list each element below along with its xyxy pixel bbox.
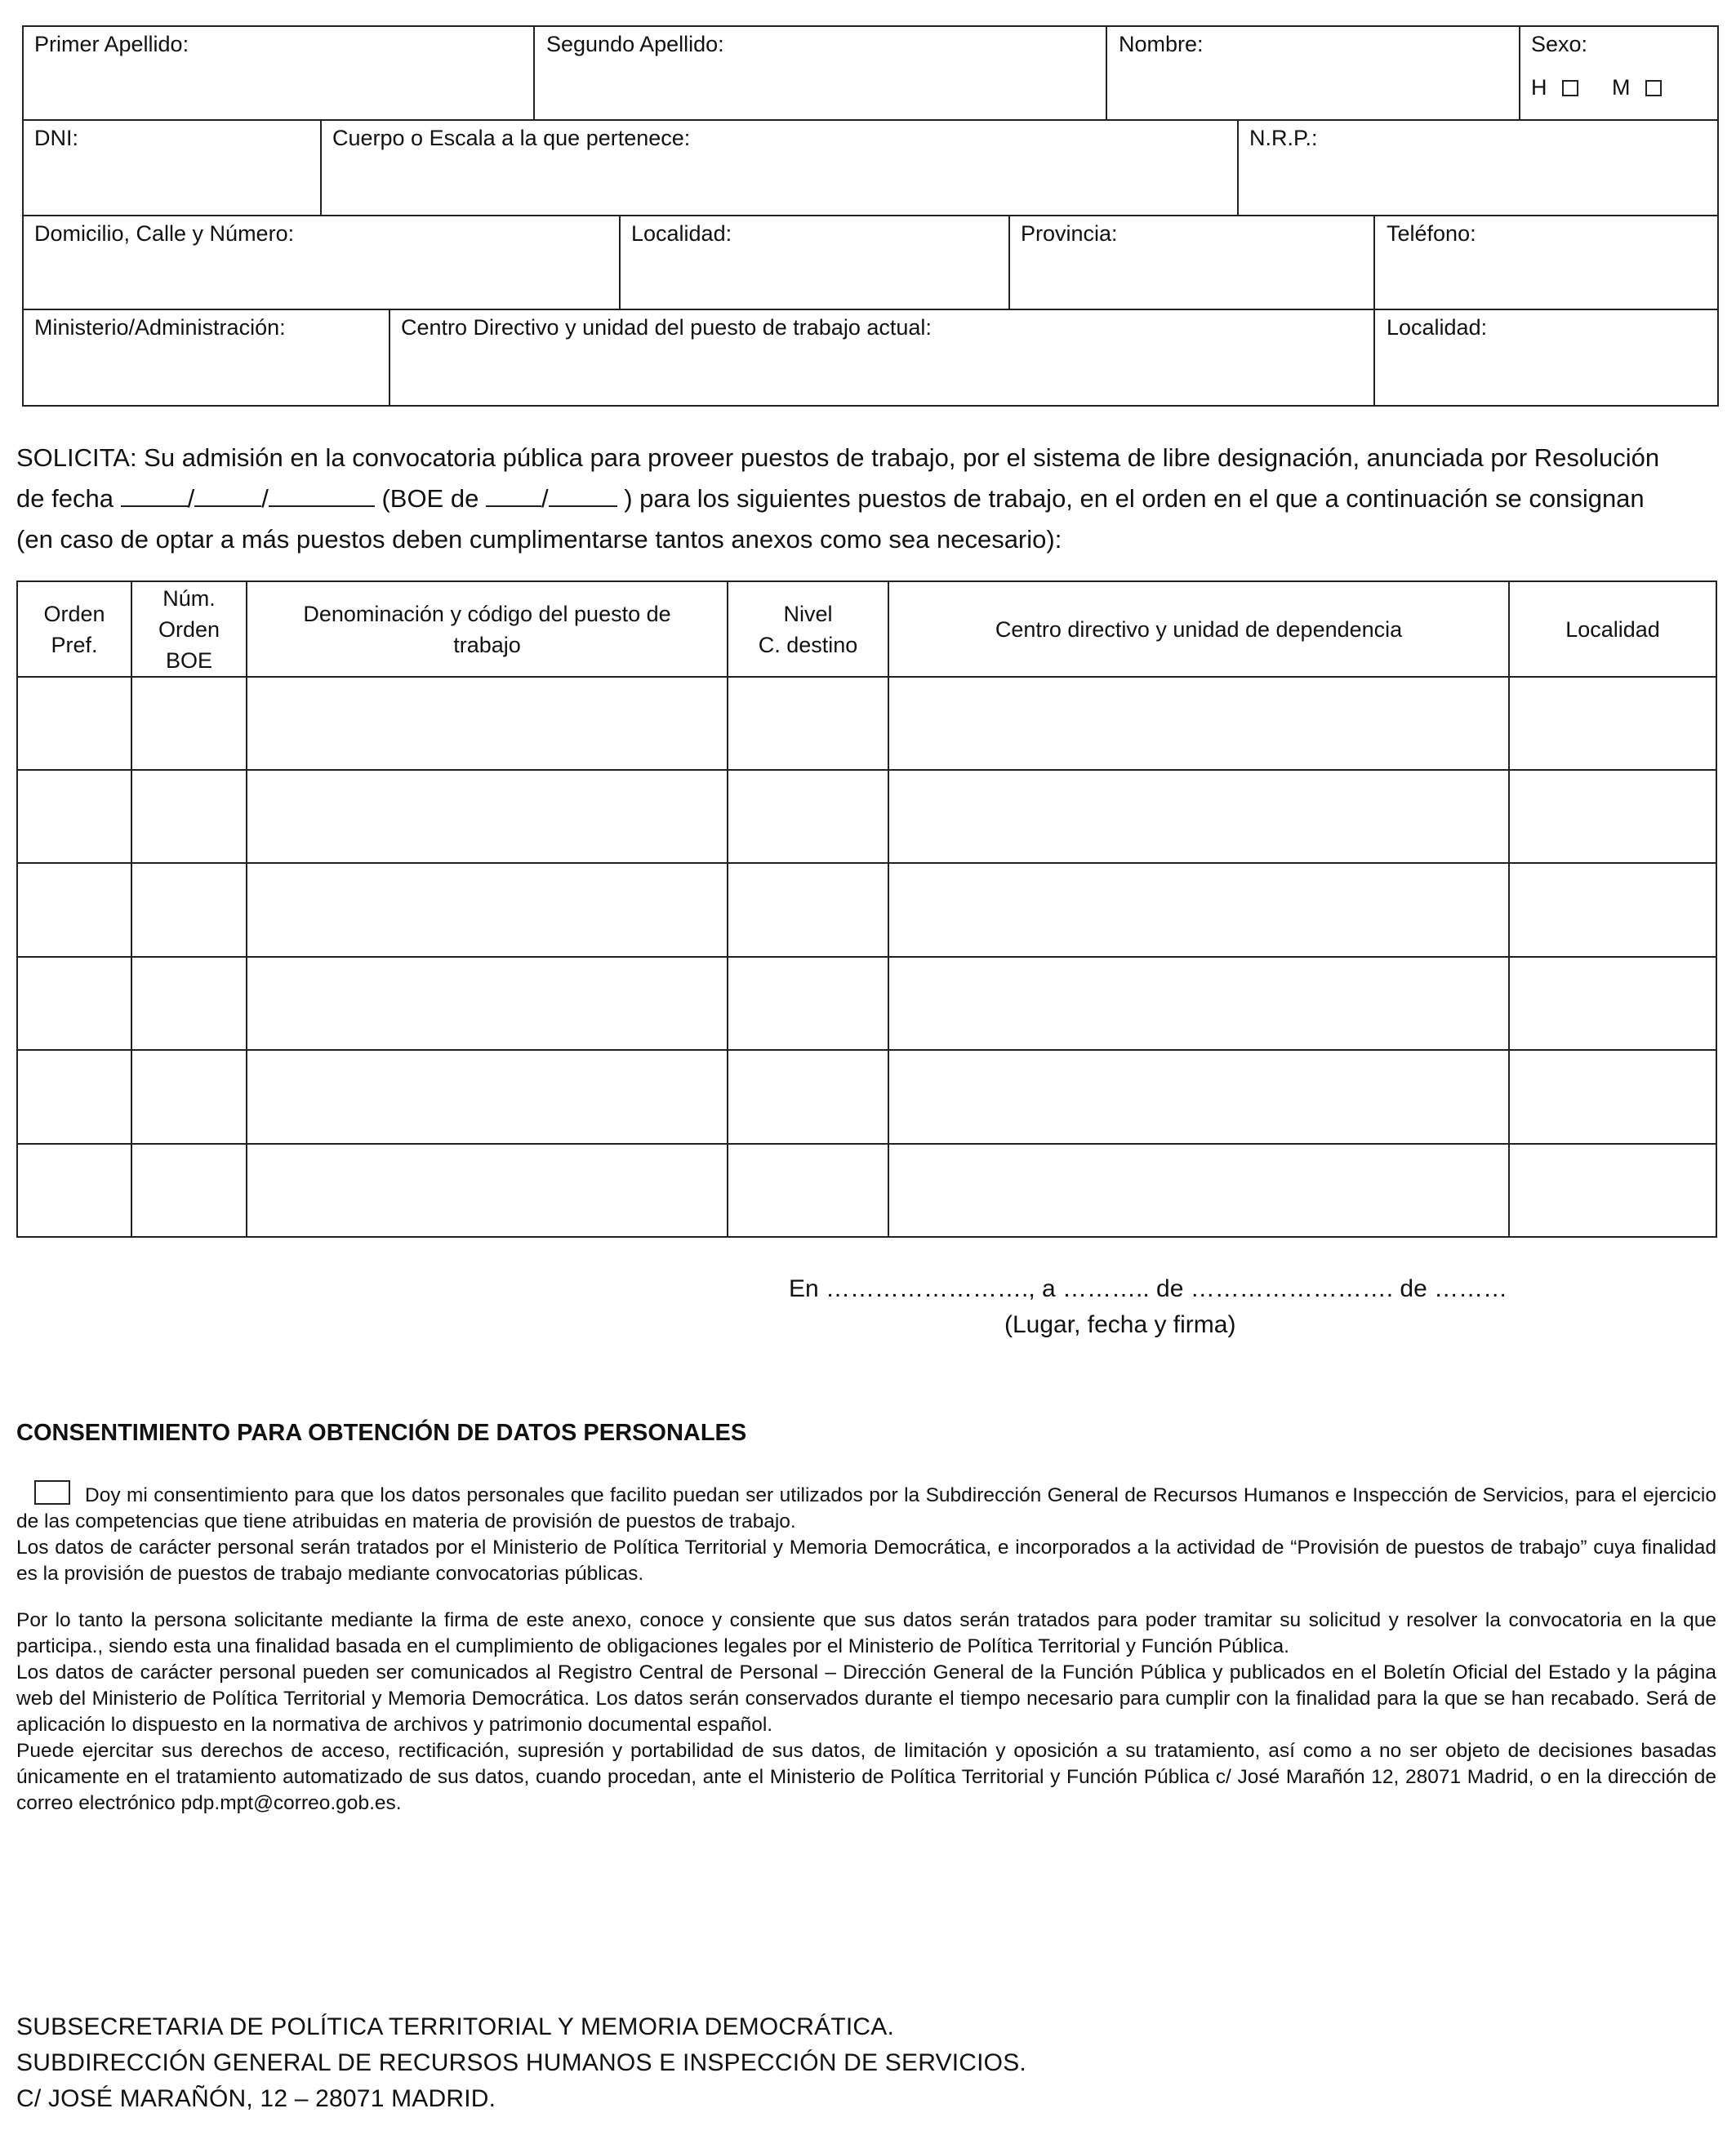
segundo-apellido-field[interactable]: Segundo Apellido: — [546, 32, 724, 56]
header-orden-pref: Orden Pref. — [43, 601, 105, 657]
footer-line-3: C/ JOSÉ MARAÑÓN, 12 – 28071 MADRID. — [16, 2085, 496, 2112]
col-divider — [619, 215, 621, 309]
sexo-m-checkbox[interactable] — [1645, 80, 1662, 96]
sexo-label: Sexo: — [1531, 32, 1588, 56]
solicita-line-1: SOLICITA: Su admisión en la convocatoria pública para proveer puestos de trabajo, por el sistema de libre designación, anunciada por Resolución — [16, 443, 1660, 472]
row-divider — [22, 215, 1719, 216]
solicita-line-2-end: ) para los siguientes puestos de trabajo, en el orden en el que a continuación se consignan — [624, 484, 1645, 513]
header-localidad: Localidad — [1565, 616, 1660, 642]
consent-title: CONSENTIMIENTO PARA OBTENCIÓN DE DATOS PERSONALES — [16, 1420, 747, 1446]
place-date-line[interactable]: En ……………………., a ……….. de ……………………. de ……… — [789, 1275, 1508, 1302]
separator: / — [187, 484, 195, 513]
dni-field[interactable]: DNI: — [34, 126, 78, 150]
fecha-anio-blank[interactable] — [269, 483, 375, 507]
separator: / — [541, 484, 549, 513]
table-row[interactable] — [18, 958, 1716, 1049]
signature-caption: (Lugar, fecha y firma) — [1004, 1311, 1236, 1338]
localidad-field[interactable]: Localidad: — [631, 221, 732, 246]
primer-apellido-field[interactable]: Primer Apellido: — [34, 32, 189, 56]
boe-dia-blank[interactable] — [486, 483, 541, 507]
header-num-orden-boe: Núm. Orden BOE — [158, 585, 220, 673]
footer-line-1: SUBSECRETARIA DE POLÍTICA TERRITORIAL Y MEMORIA DEMOCRÁTICA. — [16, 2013, 895, 2040]
col-divider — [389, 309, 390, 407]
table-row[interactable] — [18, 1051, 1716, 1143]
consent-paragraph: Los datos de carácter personal pueden ser comunicados al Registro Central de Personal – Dirección General de la Función Pública y publicados en el Boletín Oficial del Estado y la página web del Ministerio de Política Territorial y Memoria Democrática. Los datos serán conservados durante el tiempo necesario para cumplir con la finalidad para la que se han recabado. Será de aplicación lo dispuesto en la normativa de archivos y patrimonio documental español. — [16, 1661, 1716, 1736]
col-divider — [1106, 25, 1107, 120]
localidad-actual-field[interactable]: Localidad: — [1387, 315, 1488, 340]
col-divider — [1519, 25, 1520, 120]
table-row[interactable] — [18, 1145, 1716, 1236]
table-row[interactable] — [18, 771, 1716, 862]
col-divider — [320, 119, 322, 216]
header-denominacion: Denominación y código del puesto de trabajo — [303, 601, 671, 657]
sexo-h-label: H — [1531, 75, 1547, 100]
solicita-line-3: (en caso de optar a más puestos deben cumplimentarse tantos anexos como sea necesario): — [16, 525, 1062, 554]
footer-line-2: SUBDIRECCIÓN GENERAL DE RECURSOS HUMANOS E INSPECCIÓN DE SERVICIOS. — [16, 2049, 1026, 2076]
ministerio-field[interactable]: Ministerio/Administración: — [34, 315, 286, 340]
col-divider — [1237, 119, 1239, 216]
separator: / — [261, 484, 269, 513]
sexo-h-checkbox[interactable] — [1562, 80, 1578, 96]
boe-num-blank[interactable] — [549, 483, 617, 507]
domicilio-field[interactable]: Domicilio, Calle y Número: — [34, 221, 295, 246]
nrp-field[interactable]: N.R.P.: — [1249, 126, 1318, 150]
sexo-m-label: M — [1612, 75, 1631, 100]
nombre-field[interactable]: Nombre: — [1119, 32, 1204, 56]
col-divider — [533, 25, 535, 120]
fecha-label: de fecha — [16, 484, 114, 513]
fecha-mes-blank[interactable] — [194, 483, 261, 507]
col-divider — [1008, 215, 1010, 309]
col-divider — [1373, 215, 1375, 309]
row-divider — [22, 309, 1719, 310]
cuerpo-escala-field[interactable]: Cuerpo o Escala a la que pertenece: — [332, 126, 691, 150]
provincia-field[interactable]: Provincia: — [1021, 221, 1118, 246]
table-row[interactable] — [18, 864, 1716, 956]
centro-directivo-field[interactable]: Centro Directivo y unidad del puesto de trabajo actual: — [401, 315, 932, 340]
row-divider — [22, 119, 1719, 121]
header-nivel: Nivel C. destino — [758, 601, 858, 657]
fecha-dia-blank[interactable] — [121, 483, 188, 507]
consent-checkbox-text: Doy mi consentimiento para que los datos personales que facilito puedan ser utilizados por la Subdirección General de Recursos Humanos e Inspección de Servicios, para el ejercicio de las competencias que tiene atribuidas en materia de provisión de puestos de trabajo. — [16, 1484, 1716, 1532]
col-divider — [1373, 309, 1375, 407]
consent-paragraph: Puede ejercitar sus derechos de acceso, rectificación, supresión y portabilidad de sus datos, de limitación y oposición a su tratamiento, así como a no ser objeto de decisiones basadas únicamente en el tratamiento automatizado de sus datos, cuando procedan, ante el Ministerio de Política Territorial y Función Pública c/ José Marañón 12, 28071 Madrid, o en la dirección de correo electrónico pdp.mpt@correo.gob.es. — [16, 1740, 1716, 1814]
consent-paragraph: Por lo tanto la persona solicitante mediante la firma de este anexo, conoce y consiente que sus datos serán tratados para poder tramitar su solicitud y resolver la convocatoria en la que participa., siendo esta una finalidad basada en el cumplimiento de obligaciones legales por el Ministerio de Política Territorial y Función Pública. — [16, 1609, 1716, 1657]
header-centro-directivo: Centro directivo y unidad de dependencia — [995, 616, 1403, 642]
consent-paragraph: Los datos de carácter personal serán tratados por el Ministerio de Política Territorial y Memoria Democrática, e incorporados a la actividad de “Provisión de puestos de trabajo” cuya finalidad es la provisión de puestos de trabajo mediante convocatorias públicas. — [16, 1537, 1716, 1585]
telefono-field[interactable]: Teléfono: — [1387, 221, 1476, 246]
solicita-line-2 — [16, 478, 1723, 519]
table-row[interactable] — [18, 678, 1716, 769]
boe-label: (BOE de — [381, 484, 479, 513]
sexo-options — [1531, 74, 1662, 100]
